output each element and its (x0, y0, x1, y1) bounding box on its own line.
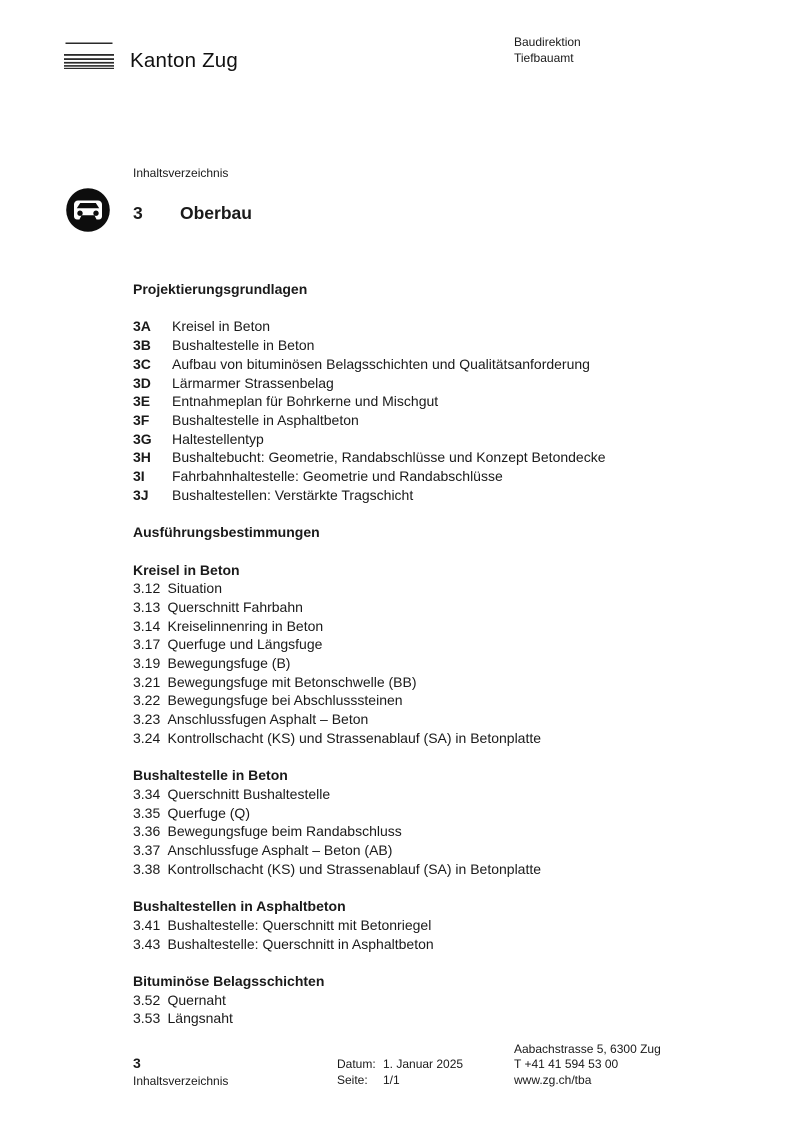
toc-item-code: 3A (133, 318, 151, 335)
toc-item (133, 804, 673, 823)
section-heading: Kreisel in Beton (133, 561, 240, 578)
car-icon (66, 188, 110, 237)
toc-item-code: 3.35 (133, 804, 161, 821)
toc-section (133, 766, 673, 878)
toc-item-label: Bewegungsfuge beim Randabschluss (167, 823, 402, 840)
toc-item (133, 392, 673, 411)
toc-item-code: 3.43 (133, 935, 161, 952)
toc-item-code: 3J (133, 486, 149, 503)
toc-item (133, 822, 673, 841)
toc-item-code: 3I (133, 468, 145, 485)
section-items (133, 916, 673, 953)
toc-item (133, 916, 673, 935)
toc-item-label: Kontrollschacht (KS) und Strassenablauf (SA) in Betonplatte (167, 860, 542, 877)
toc-item-label: Situation (167, 580, 222, 597)
toc-item-label: Bushaltestelle: Querschnitt in Asphaltbeton (167, 935, 434, 952)
toc-item-code: 3H (133, 449, 151, 466)
footer-meta-block (337, 1057, 463, 1088)
org-block (514, 35, 581, 66)
toc-item (133, 654, 673, 673)
toc-item-code: 3.21 (133, 673, 161, 690)
toc-item-label: Quernaht (167, 991, 226, 1008)
toc-item-label: Längsnaht (167, 1010, 233, 1027)
toc-item-label: Bushaltestelle: Querschnitt mit Betonriegel (167, 916, 432, 933)
footer-page-block (133, 1055, 228, 1089)
toc-item-code: 3.34 (133, 785, 161, 802)
toc-item (133, 486, 673, 505)
footer-date-value: 1. Januar 2025 (383, 1057, 464, 1071)
toc-item-code: 3.19 (133, 655, 161, 672)
footer-website: www.zg.ch/tba (514, 1072, 592, 1087)
toc-item-code: 3.37 (133, 842, 161, 859)
toc-sections (133, 280, 673, 1028)
toc-item-code: 3C (133, 355, 151, 372)
toc-item-label: Haltestellentyp (172, 430, 264, 447)
toc-item (133, 860, 673, 879)
footer-address: Aabachstrasse 5, 6300 Zug (514, 1042, 661, 1056)
toc-item-label: Bushaltestelle in Asphaltbeton (172, 411, 359, 428)
section-items (133, 991, 673, 1028)
footer-sheet-label: Seite: (337, 1072, 368, 1087)
chapter-title: Oberbau (180, 203, 252, 223)
footer-sheet-row (337, 1073, 463, 1089)
toc-item-code: 3.14 (133, 617, 161, 634)
toc-item-code: 3E (133, 393, 151, 410)
toc-item (133, 935, 673, 954)
toc-item (133, 691, 673, 710)
toc-item-label: Querfuge und Längsfuge (167, 636, 323, 653)
toc-item-label: Kreiselinnenring in Beton (167, 617, 324, 634)
section-heading: Ausführungsbestimmungen (133, 524, 320, 541)
footer-page-number: 3 (133, 1055, 141, 1071)
toc-item-code: 3.22 (133, 692, 161, 709)
toc-item-label: Querschnitt Fahrbahn (167, 598, 303, 615)
toc-item-code: 3.38 (133, 860, 161, 877)
toc-item-label: Entnahmeplan für Bohrkerne und Mischgut (172, 393, 439, 410)
toc-item-code: 3.41 (133, 916, 161, 933)
toc-item-code: 3B (133, 337, 151, 354)
toc-item-label: Lärmarmer Strassenbelag (172, 374, 334, 391)
toc-item-label: Aufbau von bituminösen Belagsschichten und Qualitätsanforderung (172, 355, 590, 372)
toc-item-label: Querfuge (Q) (167, 804, 250, 821)
toc-item-label: Bewegungsfuge (B) (167, 655, 291, 672)
toc-item (133, 448, 673, 467)
toc-item-code: 3.17 (133, 636, 161, 653)
toc-item-code: 3.12 (133, 580, 161, 597)
toc-item-label: Bushaltestelle in Beton (172, 337, 315, 354)
toc-item (133, 710, 673, 729)
section-items (133, 785, 673, 879)
toc-item-code: 3.36 (133, 823, 161, 840)
toc-item (133, 467, 673, 486)
toc-item-label: Kontrollschacht (KS) und Strassenablauf (SA) in Betonplatte (167, 729, 542, 746)
wordmark: Kanton Zug (130, 49, 238, 72)
footer-date-row (337, 1057, 463, 1073)
toc-item (133, 1009, 673, 1028)
toc-item-label: Bewegungsfuge bei Abschlusssteinen (167, 692, 403, 709)
toc-item (133, 336, 673, 355)
chapter-title-row (133, 202, 252, 224)
toc-section (133, 972, 673, 1028)
toc-item (133, 374, 673, 393)
toc-item-code: 3D (133, 374, 151, 391)
toc-item-label: Bushaltestellen: Verstärkte Tragschicht (172, 486, 414, 503)
toc-item (133, 635, 673, 654)
toc-item (133, 841, 673, 860)
toc-item (133, 430, 673, 449)
section-heading: Bushaltestelle in Beton (133, 767, 288, 784)
toc-item-label: Fahrbahnhaltestelle: Geometrie und Randabschlüsse (172, 468, 503, 485)
toc-section (133, 523, 673, 542)
toc-item-label: Anschlussfugen Asphalt – Beton (167, 711, 369, 728)
toc-item-label: Bewegungsfuge mit Betonschwelle (BB) (167, 673, 417, 690)
toc-item-code: 3F (133, 411, 150, 428)
toc-item-label: Anschlussfuge Asphalt – Beton (AB) (167, 842, 393, 859)
org-line-2: Tiefbauamt (514, 50, 574, 65)
toc-item-code: 3G (133, 430, 152, 447)
toc-item-label: Bushaltebucht: Geometrie, Randabschlüsse und Konzept Betondecke (172, 449, 606, 466)
chapter-number: 3 (133, 203, 143, 223)
footer-sheet-value: 1/1 (383, 1072, 400, 1087)
section-heading: Bituminöse Belagsschichten (133, 972, 325, 989)
section-heading: Projektierungsgrundlagen (133, 281, 308, 297)
org-line-1: Baudirektion (514, 35, 581, 49)
toc-section (133, 280, 673, 504)
toc-item (133, 411, 673, 430)
toc-item (133, 355, 673, 374)
footer-phone: T +41 41 594 53 00 (514, 1057, 619, 1072)
kanton-zug-logo-icon (64, 42, 114, 74)
toc-item-label: Querschnitt Bushaltestelle (167, 785, 331, 802)
toc-section (133, 897, 673, 953)
section-items (133, 317, 673, 504)
eyebrow-label: Inhaltsverzeichnis (133, 166, 229, 180)
footer-contact-block (514, 1042, 661, 1088)
section-items (133, 579, 673, 747)
toc-item (133, 617, 673, 636)
toc-item-code: 3.13 (133, 598, 161, 615)
toc-item (133, 317, 673, 336)
toc-item (133, 785, 673, 804)
toc-item-code: 3.52 (133, 991, 161, 1008)
toc-item (133, 579, 673, 598)
toc-item (133, 598, 673, 617)
section-heading: Bushaltestellen in Asphaltbeton (133, 898, 346, 915)
footer-page-label: Inhaltsverzeichnis (133, 1074, 229, 1088)
toc-item (133, 729, 673, 748)
toc-item-code: 3.53 (133, 1010, 161, 1027)
toc-item-code: 3.23 (133, 711, 161, 728)
footer-date-label: Datum: (337, 1057, 376, 1071)
toc-item (133, 673, 673, 692)
toc-item (133, 991, 673, 1010)
toc-item-label: Kreisel in Beton (172, 318, 271, 335)
toc-item-code: 3.24 (133, 729, 161, 746)
toc-section (133, 561, 673, 748)
